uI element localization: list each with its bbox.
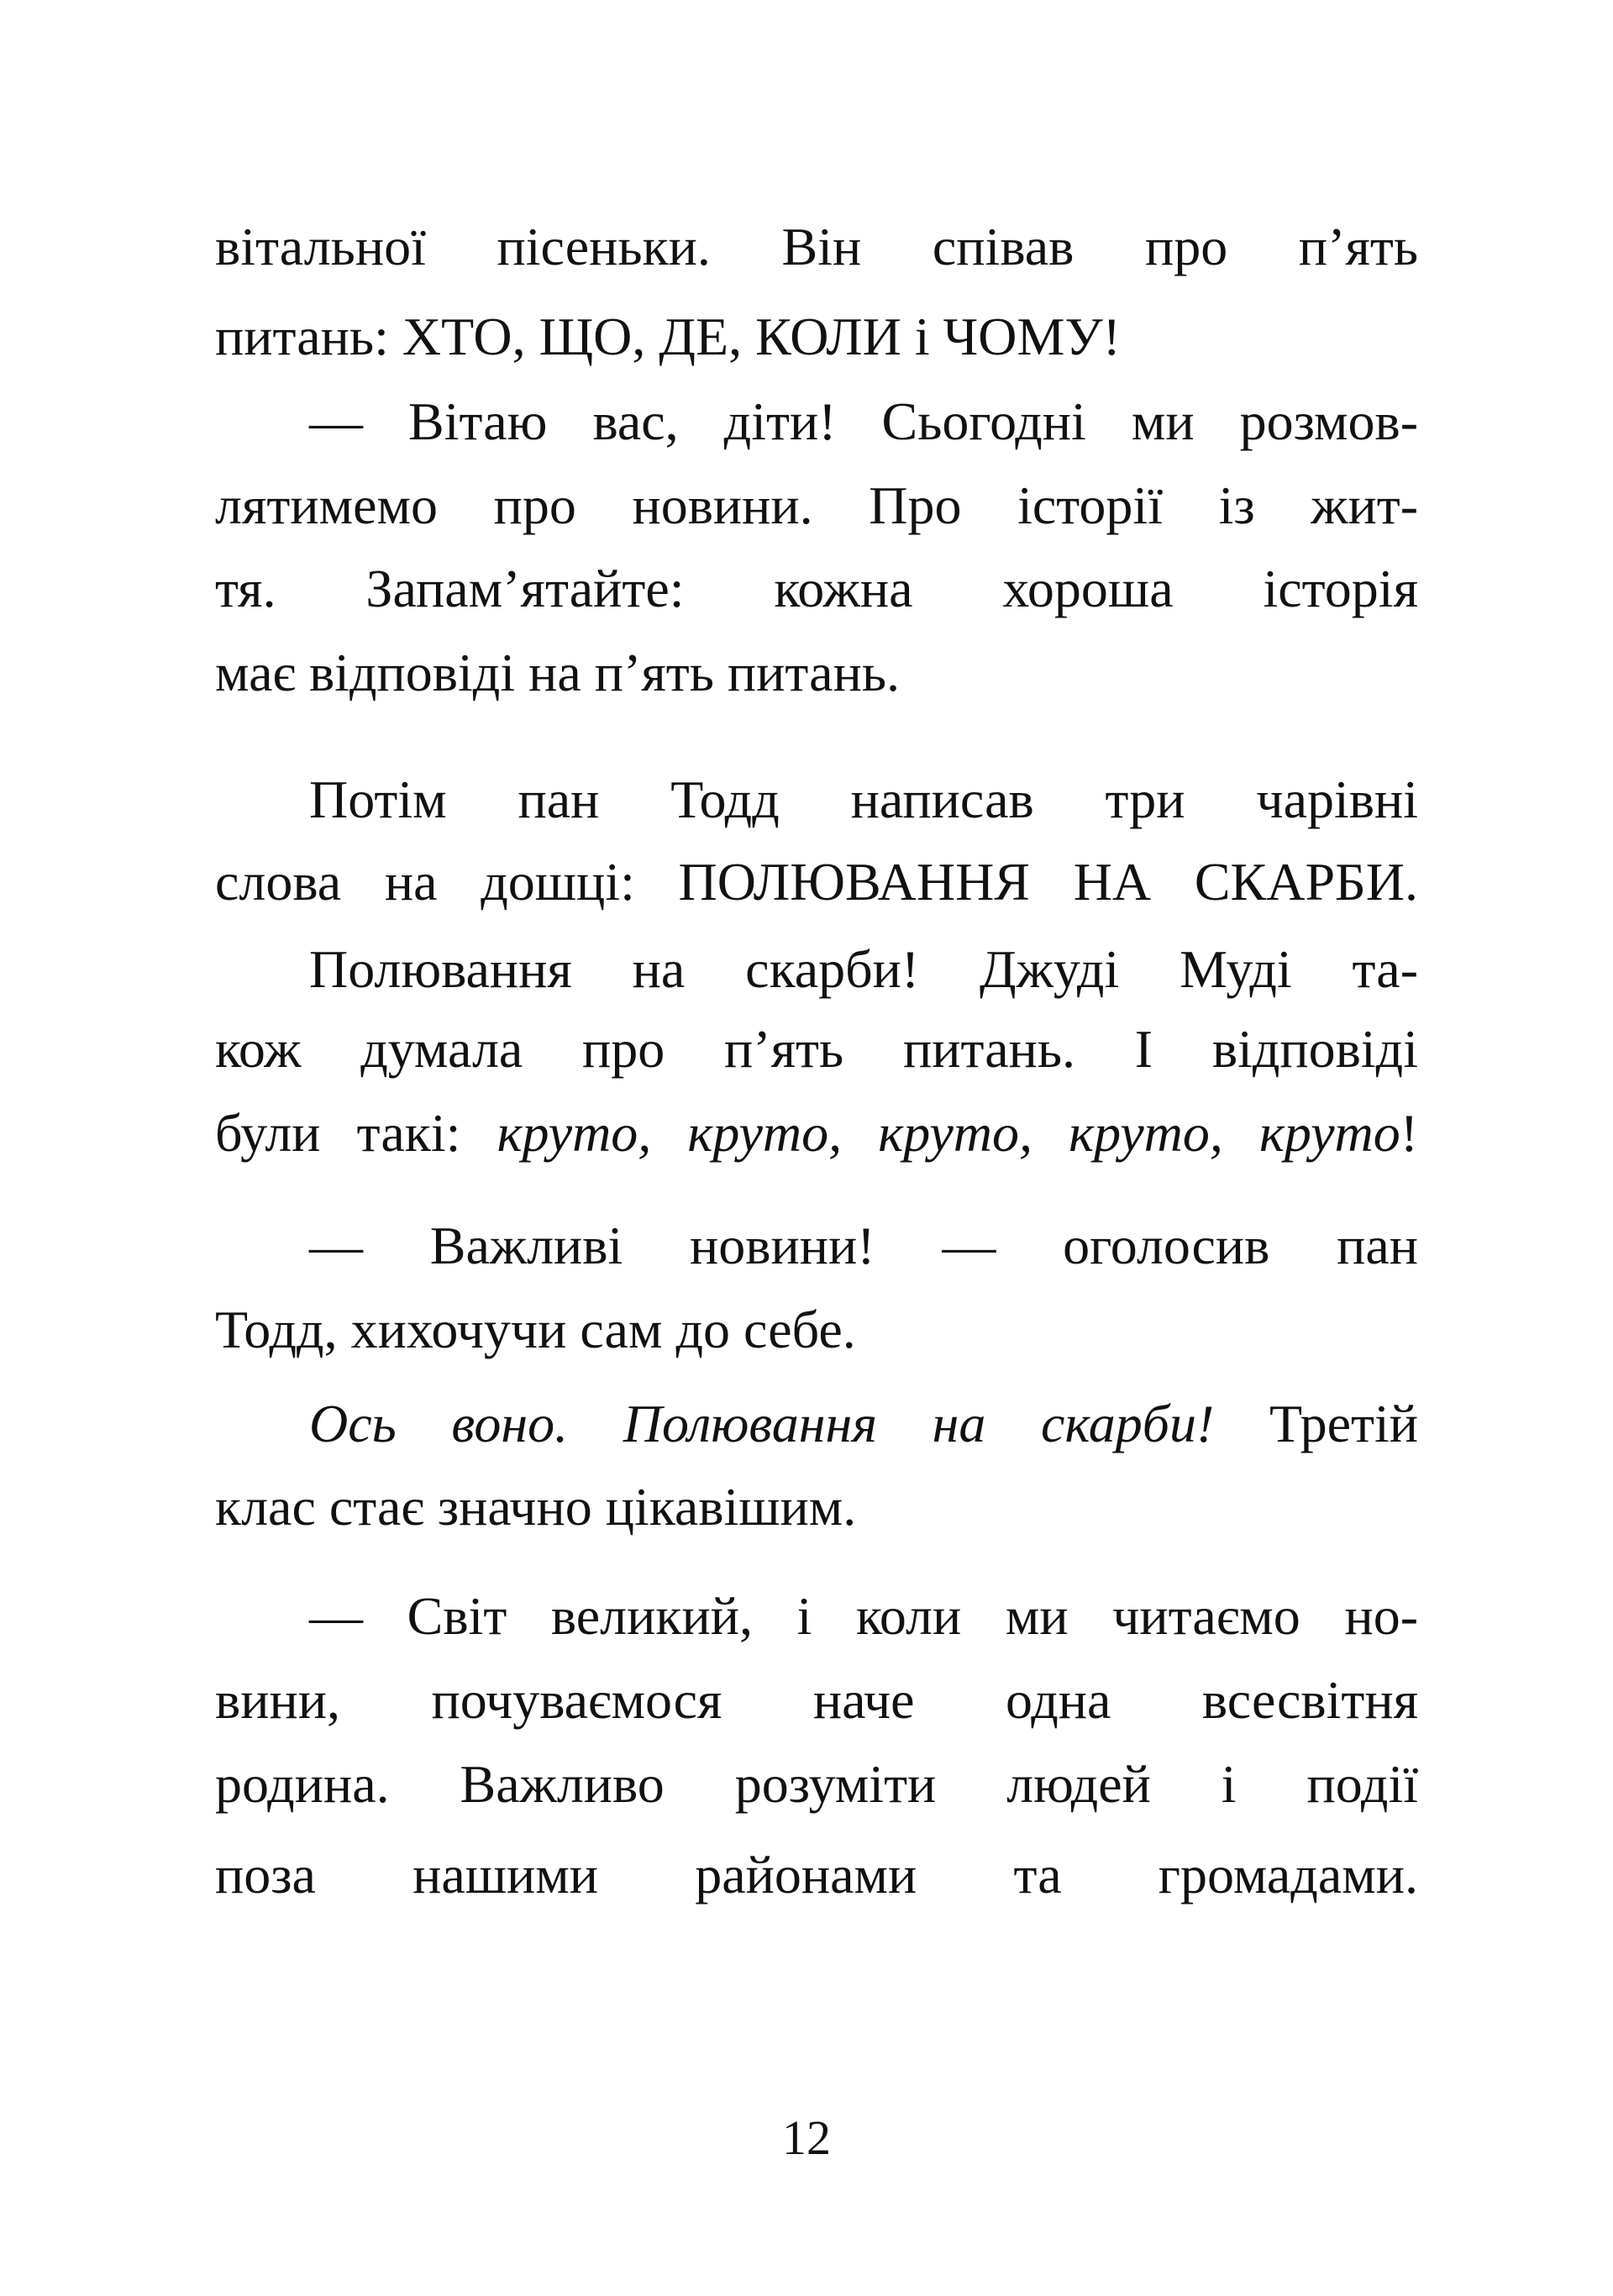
text-line: Потім пан Тодд написав три чарівні	[309, 770, 1418, 829]
text-line: вітальної пісеньки. Він співав про п’ять	[215, 217, 1418, 276]
text-line: кож думала про п’ять питань. І відповіді	[215, 1019, 1418, 1079]
text-line	[309, 1382, 1418, 1466]
text-line: тя. Запам’ятайте: кожна хороша історія	[215, 559, 1418, 618]
italic-text: Ось воно. Полювання на скарби!	[309, 1394, 1215, 1453]
text-line: — Вітаю вас, діти! Сьогодні ми розмов-	[309, 391, 1418, 451]
page-number: 12	[782, 2110, 831, 2165]
italic-text: круто, круто, круто, круто, круто	[497, 1103, 1400, 1163]
text-span: були такі:	[215, 1103, 497, 1163]
text-line: лятимемо про новини. Про історії із жит-	[215, 475, 1418, 535]
text-span: Третій	[1214, 1394, 1419, 1453]
text-line: Полювання на скарби! Джуді Муді та-	[309, 939, 1418, 999]
text-line: має відповіді на п’ять питань.	[215, 643, 900, 702]
text-line: питань: ХТО, ЩО, ДЕ, КОЛИ і ЧОМУ!	[215, 307, 1121, 366]
text-line: родина. Важливо розуміти людей і події	[215, 1754, 1418, 1814]
text-line: поза нашими районами та громадами.	[215, 1845, 1418, 1905]
text-line: слова на дошці: ПОЛЮВАННЯ НА СКАРБИ.	[215, 852, 1418, 912]
text-span: !	[1400, 1103, 1419, 1163]
text-line: — Важливі новини! — оголосив пан	[309, 1216, 1418, 1275]
text-line: вини, почуваємося наче одна всесвітня	[215, 1670, 1418, 1730]
text-line: Тодд, хихочучи сам до себе.	[215, 1300, 856, 1359]
text-line	[215, 1091, 1418, 1175]
text-line: клас стає значно цікавішим.	[215, 1477, 857, 1537]
text-line: — Світ великий, і коли ми читаємо но-	[309, 1586, 1418, 1646]
